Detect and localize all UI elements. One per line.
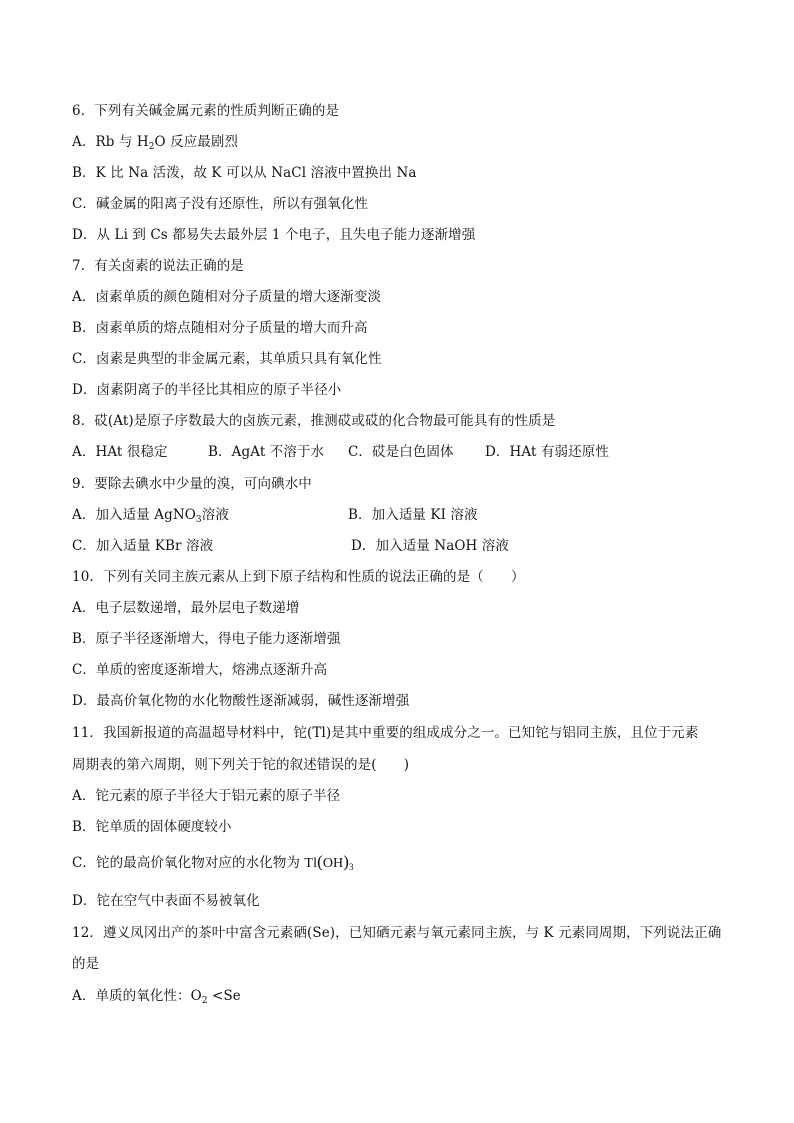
q9-option-b: B．加入适量 KI 溶液 xyxy=(348,507,478,523)
q7-option-c: C．卤素是典型的非金属元素，其单质只具有氧化性 xyxy=(72,351,382,367)
q11-stem-line1: 11．我国新报道的高温超导材料中，铊(Tl)是其中重要的组成成分之一。已知铊与铝同主族，且位于元素 xyxy=(72,725,699,741)
q7-option-d: D．卤素阴离子的半径比其相应的原子半径小 xyxy=(72,382,342,398)
q12-option-a: A．单质的氧化性：$O_2 <Se$ xyxy=(72,988,241,1006)
q11-option-b: B．铊单质的固体硬度较小 xyxy=(72,819,232,835)
q10-stem: 10．下列有关同主族元素从上到下原子结构和性质的说法正确的是（ ） xyxy=(72,569,525,585)
q8-option-b: B．AgAt 不溶于水 xyxy=(208,444,325,460)
q9-option-a: A．加入适量 AgNO$_3$溶液 xyxy=(72,507,229,525)
q11-option-c: C．铊的最高价氧化物对应的水化物为 $Tl(OH)_3$ xyxy=(72,852,354,872)
q9-stem: 9．要除去碘水中少量的溴，可向碘水中 xyxy=(72,476,312,492)
q6-option-c: C．碱金属的阳离子没有还原性，所以有强氧化性 xyxy=(72,196,369,212)
q6-option-d: D．从 Li 到 Cs 都易失去最外层 1 个电子，且失电子能力逐渐增强 xyxy=(72,227,476,243)
q10-option-d: D．最高价氧化物的水化物酸性逐渐减弱，碱性逐渐增强 xyxy=(72,693,410,709)
q6-option-b: B．K 比 Na 活泼，故 K 可以从 NaCl 溶液中置换出 Na xyxy=(72,165,417,181)
q11-option-a: A．铊元素的原子半径大于铝元素的原子半径 xyxy=(72,788,341,804)
q8-stem: 8．砹(At)是原子序数最大的卤族元素，推测砹或砹的化合物最可能具有的性质是 xyxy=(72,413,556,429)
q6-option-a: A．Rb 与 $H_2O$ 反应最剧烈 xyxy=(72,134,239,152)
q7-option-a: A．卤素单质的颜色随相对分子质量的增大逐渐变淡 xyxy=(72,289,382,305)
q10-option-b: B．原子半径逐渐增大，得电子能力逐渐增强 xyxy=(72,631,341,647)
q9-option-c: C．加入适量 KBr 溶液 xyxy=(72,538,214,554)
q9-option-d: D．加入适量 NaOH 溶液 xyxy=(351,538,510,554)
q11-stem-line2: 周期表的第六周期，则下列关于铊的叙述错误的是( ) xyxy=(72,757,410,773)
q11-option-d: D．铊在空气中表面不易被氧化 xyxy=(72,893,260,909)
q7-stem: 7．有关卤素的说法正确的是 xyxy=(72,258,244,274)
q8-option-c: C．砹是白色固体 xyxy=(348,444,454,460)
q6-stem: 6．下列有关碱金属元素的性质判断正确的是 xyxy=(72,103,340,119)
q7-option-b: B．卤素单质的熔点随相对分子质量的增大而升高 xyxy=(72,320,368,336)
q8-option-d: D．HAt 有弱还原性 xyxy=(485,444,609,460)
q12-stem-line2: 的是 xyxy=(72,956,100,972)
q10-option-c: C．单质的密度逐渐增大，熔沸点逐渐升高 xyxy=(72,662,328,678)
q12-stem-line1: 12．遵义凤冈出产的茶叶中富含元素硒(Se)，已知硒元素与氧元素同主族，与 K 元素同周期，下列说法正确 xyxy=(72,925,722,941)
q8-option-a: A．HAt 很稳定 xyxy=(72,444,168,460)
thallium-hydroxide-formula: $Tl(OH)_3$ xyxy=(304,852,354,872)
q10-option-a: A．电子层数递增，最外层电子数递增 xyxy=(72,600,300,616)
